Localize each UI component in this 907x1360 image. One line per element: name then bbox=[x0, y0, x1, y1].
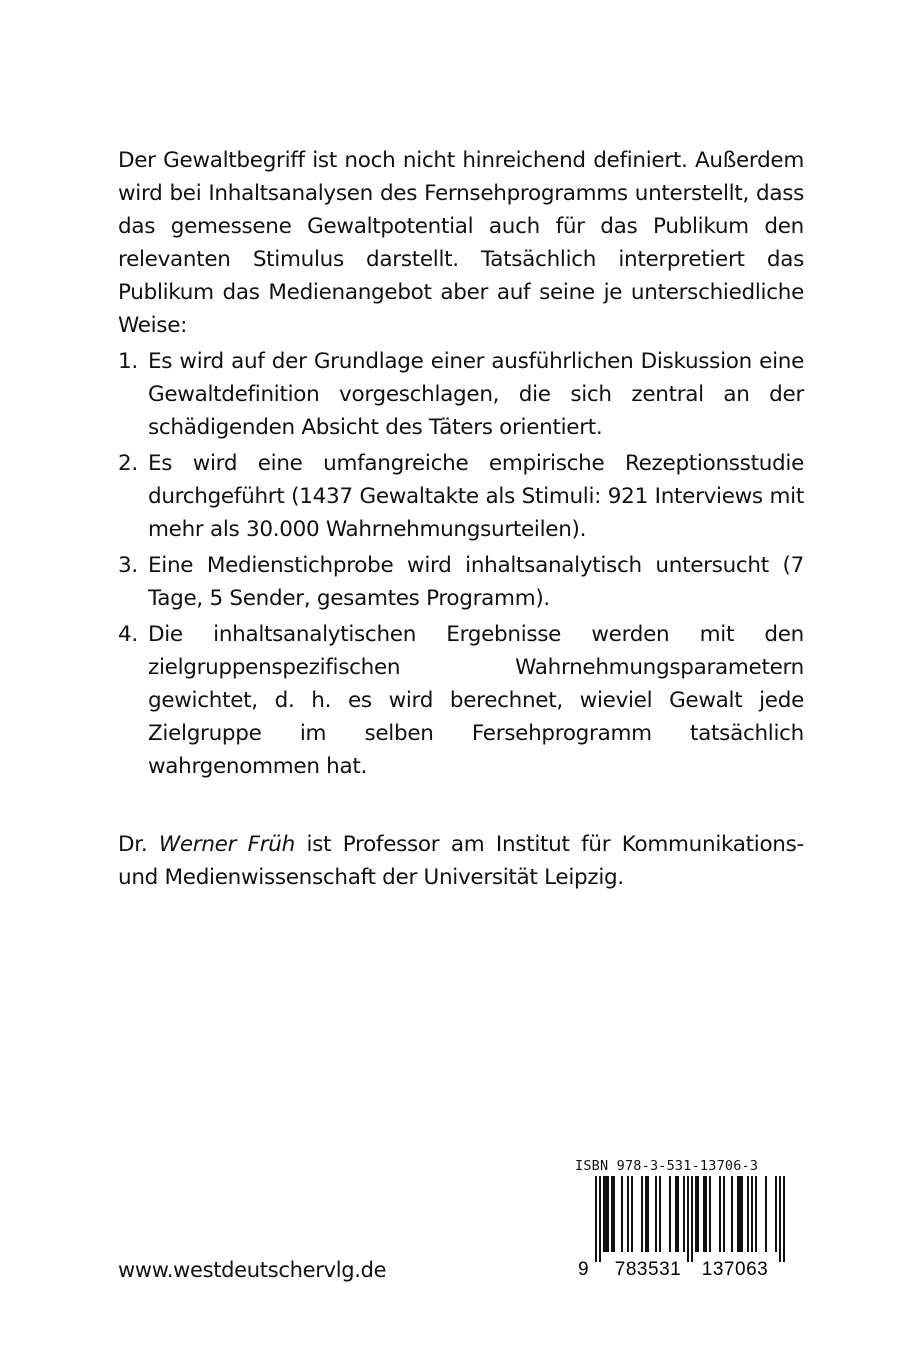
barcode-digits-left: 783531 bbox=[614, 1259, 682, 1280]
barcode-bar bbox=[621, 1176, 623, 1252]
barcode-bar bbox=[751, 1176, 753, 1252]
list-item-number: 1. bbox=[118, 349, 138, 374]
barcode-bar bbox=[675, 1176, 677, 1252]
barcode-bar bbox=[697, 1176, 699, 1252]
barcode-bar bbox=[645, 1176, 647, 1252]
barcode-digits-right: 137063 bbox=[701, 1259, 769, 1280]
barcode-bar bbox=[747, 1176, 749, 1252]
barcode-bar bbox=[775, 1176, 777, 1252]
list-item bbox=[118, 549, 804, 615]
barcode-bar bbox=[723, 1176, 725, 1252]
barcode-bar bbox=[765, 1176, 767, 1252]
barcode-bar bbox=[627, 1176, 629, 1252]
intro-paragraph: Der Gewaltbegriff ist noch nicht hinreichend definiert. Außerdem wird bei Inhaltsanalysen des Fernsehprogramms unterstellt, dass das gemessene Gewaltpotential auch für das Publikum den relevanten Stimulus darstellt. Tatsächlich interpretiert das Publikum das Medienangebot aber auf seine je unterschiedliche Weise: bbox=[118, 148, 804, 338]
list-item-number: 3. bbox=[118, 553, 138, 578]
list-item bbox=[118, 447, 804, 546]
barcode-bar bbox=[647, 1176, 649, 1252]
barcode-bars bbox=[595, 1176, 785, 1262]
list-item bbox=[118, 345, 804, 444]
list-item-text: Es wird eine umfangreiche empirische Rezeptionsstudie durchgeführt (1437 Gewaltakte als Stimuli: 921 Interviews mit mehr als 30.000 Wahrnehmungsurteilen). bbox=[148, 451, 804, 542]
barcode-bar bbox=[613, 1176, 615, 1252]
list-item-number: 2. bbox=[118, 451, 138, 476]
isbn-barcode-block bbox=[575, 1158, 790, 1278]
author-name: Werner Früh bbox=[158, 832, 295, 857]
list-item-text: Es wird auf der Grundlage einer ausführlichen Diskussion eine Gewaltdefinition vorgeschlagen, die sich zentral an der schädigenden Absicht des Täters orientiert. bbox=[148, 349, 804, 440]
barcode-digit-first: 9 bbox=[578, 1259, 589, 1280]
barcode-bar bbox=[669, 1176, 671, 1252]
barcode-bar bbox=[595, 1176, 597, 1262]
author-bio bbox=[118, 828, 804, 894]
barcode-bar bbox=[691, 1176, 693, 1262]
list-item-text: Eine Medienstichprobe wird inhaltsanalytisch untersucht (7 Tage, 5 Sender, gesamtes Programm). bbox=[148, 553, 804, 611]
list-item-text: Die inhaltsanalytischen Ergebnisse werden mit den zielgruppenspezifischen Wahrnehmungsparametern gewichtet, d. h. es wird berechnet, wieviel Gewalt jede Zielgruppe im selben Fersehprogramm tatsächlich wahrgenommen hat. bbox=[148, 622, 804, 779]
barcode-bar bbox=[687, 1176, 689, 1262]
barcode-bar bbox=[703, 1176, 705, 1252]
author-title: Dr. bbox=[118, 832, 148, 857]
barcode-bar bbox=[655, 1176, 657, 1252]
barcode-bar bbox=[607, 1176, 609, 1252]
barcode-bar bbox=[705, 1176, 707, 1252]
barcode-bar bbox=[677, 1176, 679, 1252]
barcode-bar bbox=[603, 1176, 605, 1252]
barcode-bar bbox=[599, 1176, 601, 1262]
barcode-bar bbox=[709, 1176, 711, 1252]
barcode-bar bbox=[741, 1176, 743, 1252]
barcode-bar bbox=[659, 1176, 661, 1252]
barcode-bar bbox=[641, 1176, 643, 1252]
barcode-bar bbox=[731, 1176, 733, 1252]
barcode-bar bbox=[631, 1176, 633, 1252]
barcode-bar bbox=[719, 1176, 721, 1252]
barcode-bar bbox=[695, 1176, 697, 1252]
list-item bbox=[118, 618, 804, 783]
blurb-text-block bbox=[118, 144, 804, 894]
barcode-bar bbox=[783, 1176, 785, 1262]
barcode-bar bbox=[605, 1176, 607, 1252]
barcode-bar bbox=[683, 1176, 685, 1252]
method-list bbox=[118, 345, 804, 783]
barcode-bar bbox=[739, 1176, 741, 1252]
author-description: ist Professor am Institut für Kommunikations- und Medienwissenschaft der Universität Leipzig. bbox=[118, 832, 804, 890]
publisher-url[interactable]: www.westdeutschervlg.de bbox=[118, 1258, 387, 1282]
barcode-bar bbox=[611, 1176, 613, 1252]
barcode-bar bbox=[755, 1176, 757, 1252]
barcode-bar bbox=[737, 1176, 739, 1252]
list-item-number: 4. bbox=[118, 622, 138, 647]
barcode-graphic bbox=[575, 1176, 790, 1281]
isbn-label: ISBN 978-3-531-13706-3 bbox=[575, 1158, 759, 1174]
barcode-bar bbox=[779, 1176, 781, 1262]
